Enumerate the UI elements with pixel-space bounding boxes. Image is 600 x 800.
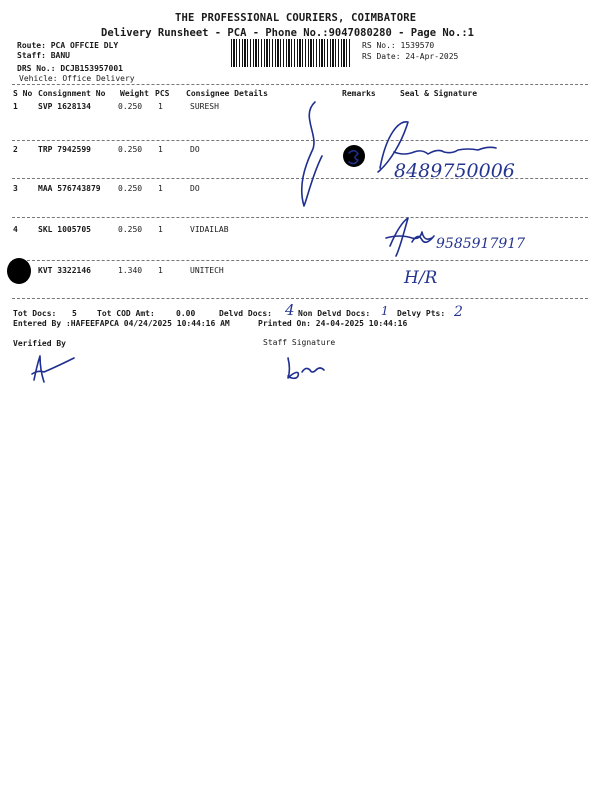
handwritten-delvy-pts: 2 <box>454 304 463 320</box>
runsheet-subtitle: Delivery Runsheet - PCA - Phone No.:9047080280 - Page No.:1 <box>101 27 474 39</box>
row-pcs: 1 <box>158 145 163 154</box>
row-consignee: SURESH <box>190 102 219 111</box>
cod-label: Tot COD Amt: <box>97 309 155 318</box>
cod-value: 0.00 <box>176 309 196 318</box>
staff-label: Staff: BANU <box>17 51 70 60</box>
row-pcs: 1 <box>158 266 163 275</box>
verified-by-signature <box>28 352 78 386</box>
rs-number: RS No.: 1539570 <box>362 41 435 50</box>
row-pcs: 1 <box>158 184 163 193</box>
staff-signature-mark <box>284 354 330 380</box>
row-consignee: DO <box>190 145 200 154</box>
row-consignment: SVP 1628134 <box>38 102 91 111</box>
verified-by-label: Verified By <box>13 339 66 348</box>
vehicle-label: Vehicle: Office Delivery <box>19 74 135 83</box>
company-title: THE PROFESSIONAL COURIERS, COIMBATORE <box>175 12 417 24</box>
row-weight: 1.340 <box>118 266 143 275</box>
row-pcs: 1 <box>158 102 163 111</box>
delvy-pts-label: Delvy Pts: <box>397 309 446 318</box>
row-weight: 0.250 <box>118 145 143 154</box>
handwritten-phone-1: 8489750006 <box>394 160 515 182</box>
col-remarks: Remarks <box>342 89 376 98</box>
row-divider <box>12 217 588 218</box>
row-sno: 3 <box>13 184 18 193</box>
col-consignee: Consignee Details <box>186 89 268 98</box>
route-label: Route: PCA OFFCIE DLY <box>17 41 119 50</box>
row-consignee: VIDAILAB <box>190 225 229 234</box>
handwritten-note: H/R <box>404 268 438 288</box>
table-bottom-divider <box>12 298 588 299</box>
handwritten-circle-mark <box>4 255 36 287</box>
row-weight: 0.250 <box>118 225 143 234</box>
rs-date: RS Date: 24-Apr-2025 <box>362 52 459 61</box>
printed-on: Printed On: 24-04-2025 10:44:16 <box>258 319 408 328</box>
row-consignee: UNITECH <box>190 266 224 275</box>
row-consignment: MAA 576743879 <box>38 184 101 193</box>
col-pcs: PCS <box>155 89 170 98</box>
row-divider <box>12 260 588 261</box>
col-weight: Weight <box>120 89 149 98</box>
tot-docs-label: Tot Docs: <box>13 309 57 318</box>
entered-by: Entered By :HAFEEFAPCA 04/24/2025 10:44:16 AM <box>13 319 230 328</box>
handwritten-signature-1 <box>290 96 530 216</box>
row-consignment: TRP 7942599 <box>38 145 91 154</box>
non-delvd-docs-label: Non Delvd Docs: <box>298 309 371 318</box>
col-seal-signature: Seal & Signature <box>400 89 478 98</box>
row-sno: 2 <box>13 145 18 154</box>
col-sno: S No <box>13 89 33 98</box>
barcode <box>231 39 351 67</box>
handwritten-signature-2 <box>382 212 442 262</box>
tot-docs-value: 5 <box>72 309 77 318</box>
handwritten-non-delvd-docs: 1 <box>381 304 389 318</box>
row-weight: 0.250 <box>118 102 143 111</box>
col-consignment: Consignment No <box>38 89 106 98</box>
handwritten-phone-2: 9585917917 <box>436 236 526 252</box>
row-consignment: SKL 1005705 <box>38 225 91 234</box>
row-pcs: 1 <box>158 225 163 234</box>
row-consignment: KVT 3322146 <box>38 266 91 275</box>
staff-signature-label: Staff Signature <box>263 338 336 347</box>
row-sno: 4 <box>13 225 18 234</box>
header-divider <box>12 84 588 85</box>
row-weight: 0.250 <box>118 184 143 193</box>
handwritten-delvd-docs: 4 <box>285 301 295 319</box>
row-sno: 1 <box>13 102 18 111</box>
row-consignee: DO <box>190 184 200 193</box>
drs-number: DRS No.: DCJB153957001 <box>17 64 123 73</box>
delvd-docs-label: Delvd Docs: <box>219 309 272 318</box>
